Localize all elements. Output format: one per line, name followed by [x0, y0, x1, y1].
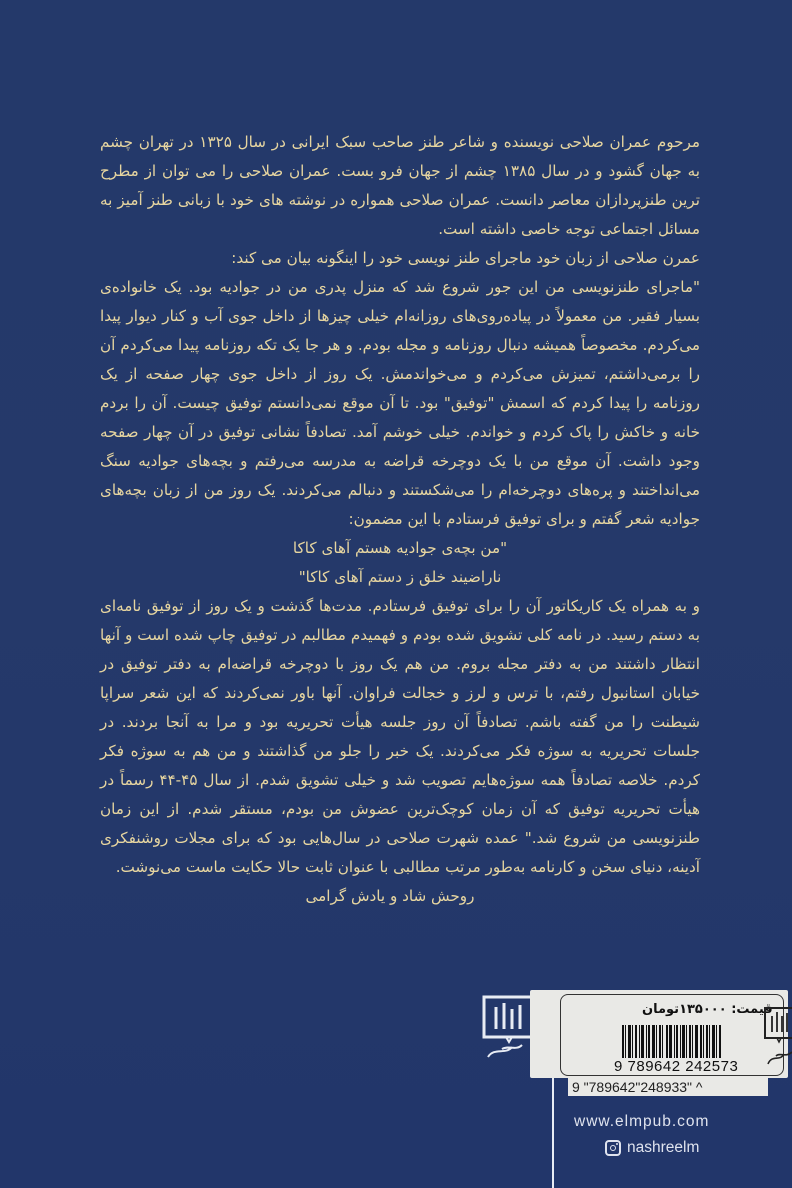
back-cover-text [100, 128, 700, 911]
closing-line: روحش شاد و یادش گرامی [305, 887, 475, 905]
divider-line [552, 1070, 554, 1188]
instagram-username: nashreelm [627, 1139, 700, 1156]
publisher-logo-small-icon [762, 1002, 792, 1072]
quote-paragraph-2: و به همراه یک کاریکاتور آن را برای توفیق فرستادم. مدت‌ها گذشت و یک روز از توفیق نامه‌ای به دستم رسید. در نامه کلی تشویق شده بودم و فهمیدم مطالبم در توفیق چاپ شده است و آنها انتظار داشتند من به دفتر مجله بروم. من هم یک روز با دوچرخه قراضه‌ام به دفتر توفیق در خیابان استانبول رفتم، با ترس و لرز و خجالت فراوان. آنها باور نمی‌کردند که این شعر سراپا شیطنت را من گفته باشم. تصادفاً آن روز جلسه هیأت تحریریه بود و مرا به آنجا بردند. در جلسات تحریریه به سوژه فکر می‌کردند. یک خبر را جلو من گذاشتند و من هم به سوژه فکر کردم. خلاصه تصادفاً همه سوژه‌هایم تصویب شد و خیلی تشویق شدم. از سال ۴۵-۴۴ رسماً در هیأت تحریریه توفیق که آن زمان کوچک‌ترین عضوش من بودم، مستقر شدم. از این زمان طنزنویسی من شروع شد." عمده شهرت صلاحی در سال‌هایی بود که برای مجلات روشنفکری آدینه، دنیای سخن و کارنامه به‌طور مرتب مطالبی با عنوان ثابت حالا حکایت ماست می‌نوشت. [100, 597, 700, 876]
instagram-icon [605, 1140, 621, 1156]
quote-paragraph-1: "ماجرای طنزنویسی من این جور شروع شد که منزل پدری من در جوادیه بود. یک خانواده‌ی بسیار فقیر. من معمولاً در پیاده‌روی‌های روزانه‌ام خیلی چیزها از داخل جوی آب و کنار دیوار پیدا می‌کردم. مخصوصاً همیشه دنبال روزنامه و مجله بودم. و هر جا یک تکه روزنامه پیدا می‌کردم آن را برمی‌داشتم، تمیزش می‌کردم و می‌خواندمش. یک روز از داخل جوی چهار صفحه از یک روزنامه را پیدا کردم که اسمش "توفیق" بود. تا آن موقع نمی‌دانستم توفیق چیست. آن را بردم خانه و خاکش را پاک کردم و خواندم. خیلی خوشم آمد. تصادفاً نشانی توفیق در آن چهار صفحه وجود داشت. آن موقع من با یک دوچرخه قراضه به مدرسه می‌رفتم و بچه‌های جوادیه سنگ می‌انداختند و پره‌های دوچرخه‌ام را می‌شکستند و دنبالم می‌کردند. یک روز من از زبان بچه‌های جوادیه شعر گفتم و برای توفیق فرستادم با این مضمون: [100, 278, 700, 528]
printed-isbn: 9 "789642"248933" ^ [568, 1078, 768, 1096]
price-text: قیمت: ۱۳۵۰۰۰تومان [642, 1002, 773, 1017]
instagram-handle[interactable] [605, 1139, 699, 1157]
isbn-number: 9 789642 242573 [614, 1058, 739, 1075]
price-sticker [530, 990, 788, 1078]
intro-paragraph: مرحوم عمران صلاحی نویسنده و شاعر طنز صاحب سبک ایرانی در سال ۱۳۲۵ در تهران چشم به جهان گشود و در سال ۱۳۸۵ چشم از جهان فرو بست. عمران صلاحی را می توان از مطرح ترین طنزپردازان معاصر دانست. عمران صلاحی همواره در نوشته های خود با زبانی طنز آمیز به مسائل اجتماعی توجه خاصی داشته است. [100, 133, 700, 238]
poem-line-2: ناراضیند خلق ز دستم آهای کاکا" [298, 568, 502, 586]
poem-line-1: "من بچه‌ی جوادیه هستم آهای کاکا [292, 539, 508, 557]
publisher-website[interactable]: www.elmpub.com [574, 1113, 710, 1130]
intro-lead-in: عمرن صلاحی از زبان خود ماجرای طنز نویسی خود را اینگونه بیان می کند: [231, 249, 700, 267]
